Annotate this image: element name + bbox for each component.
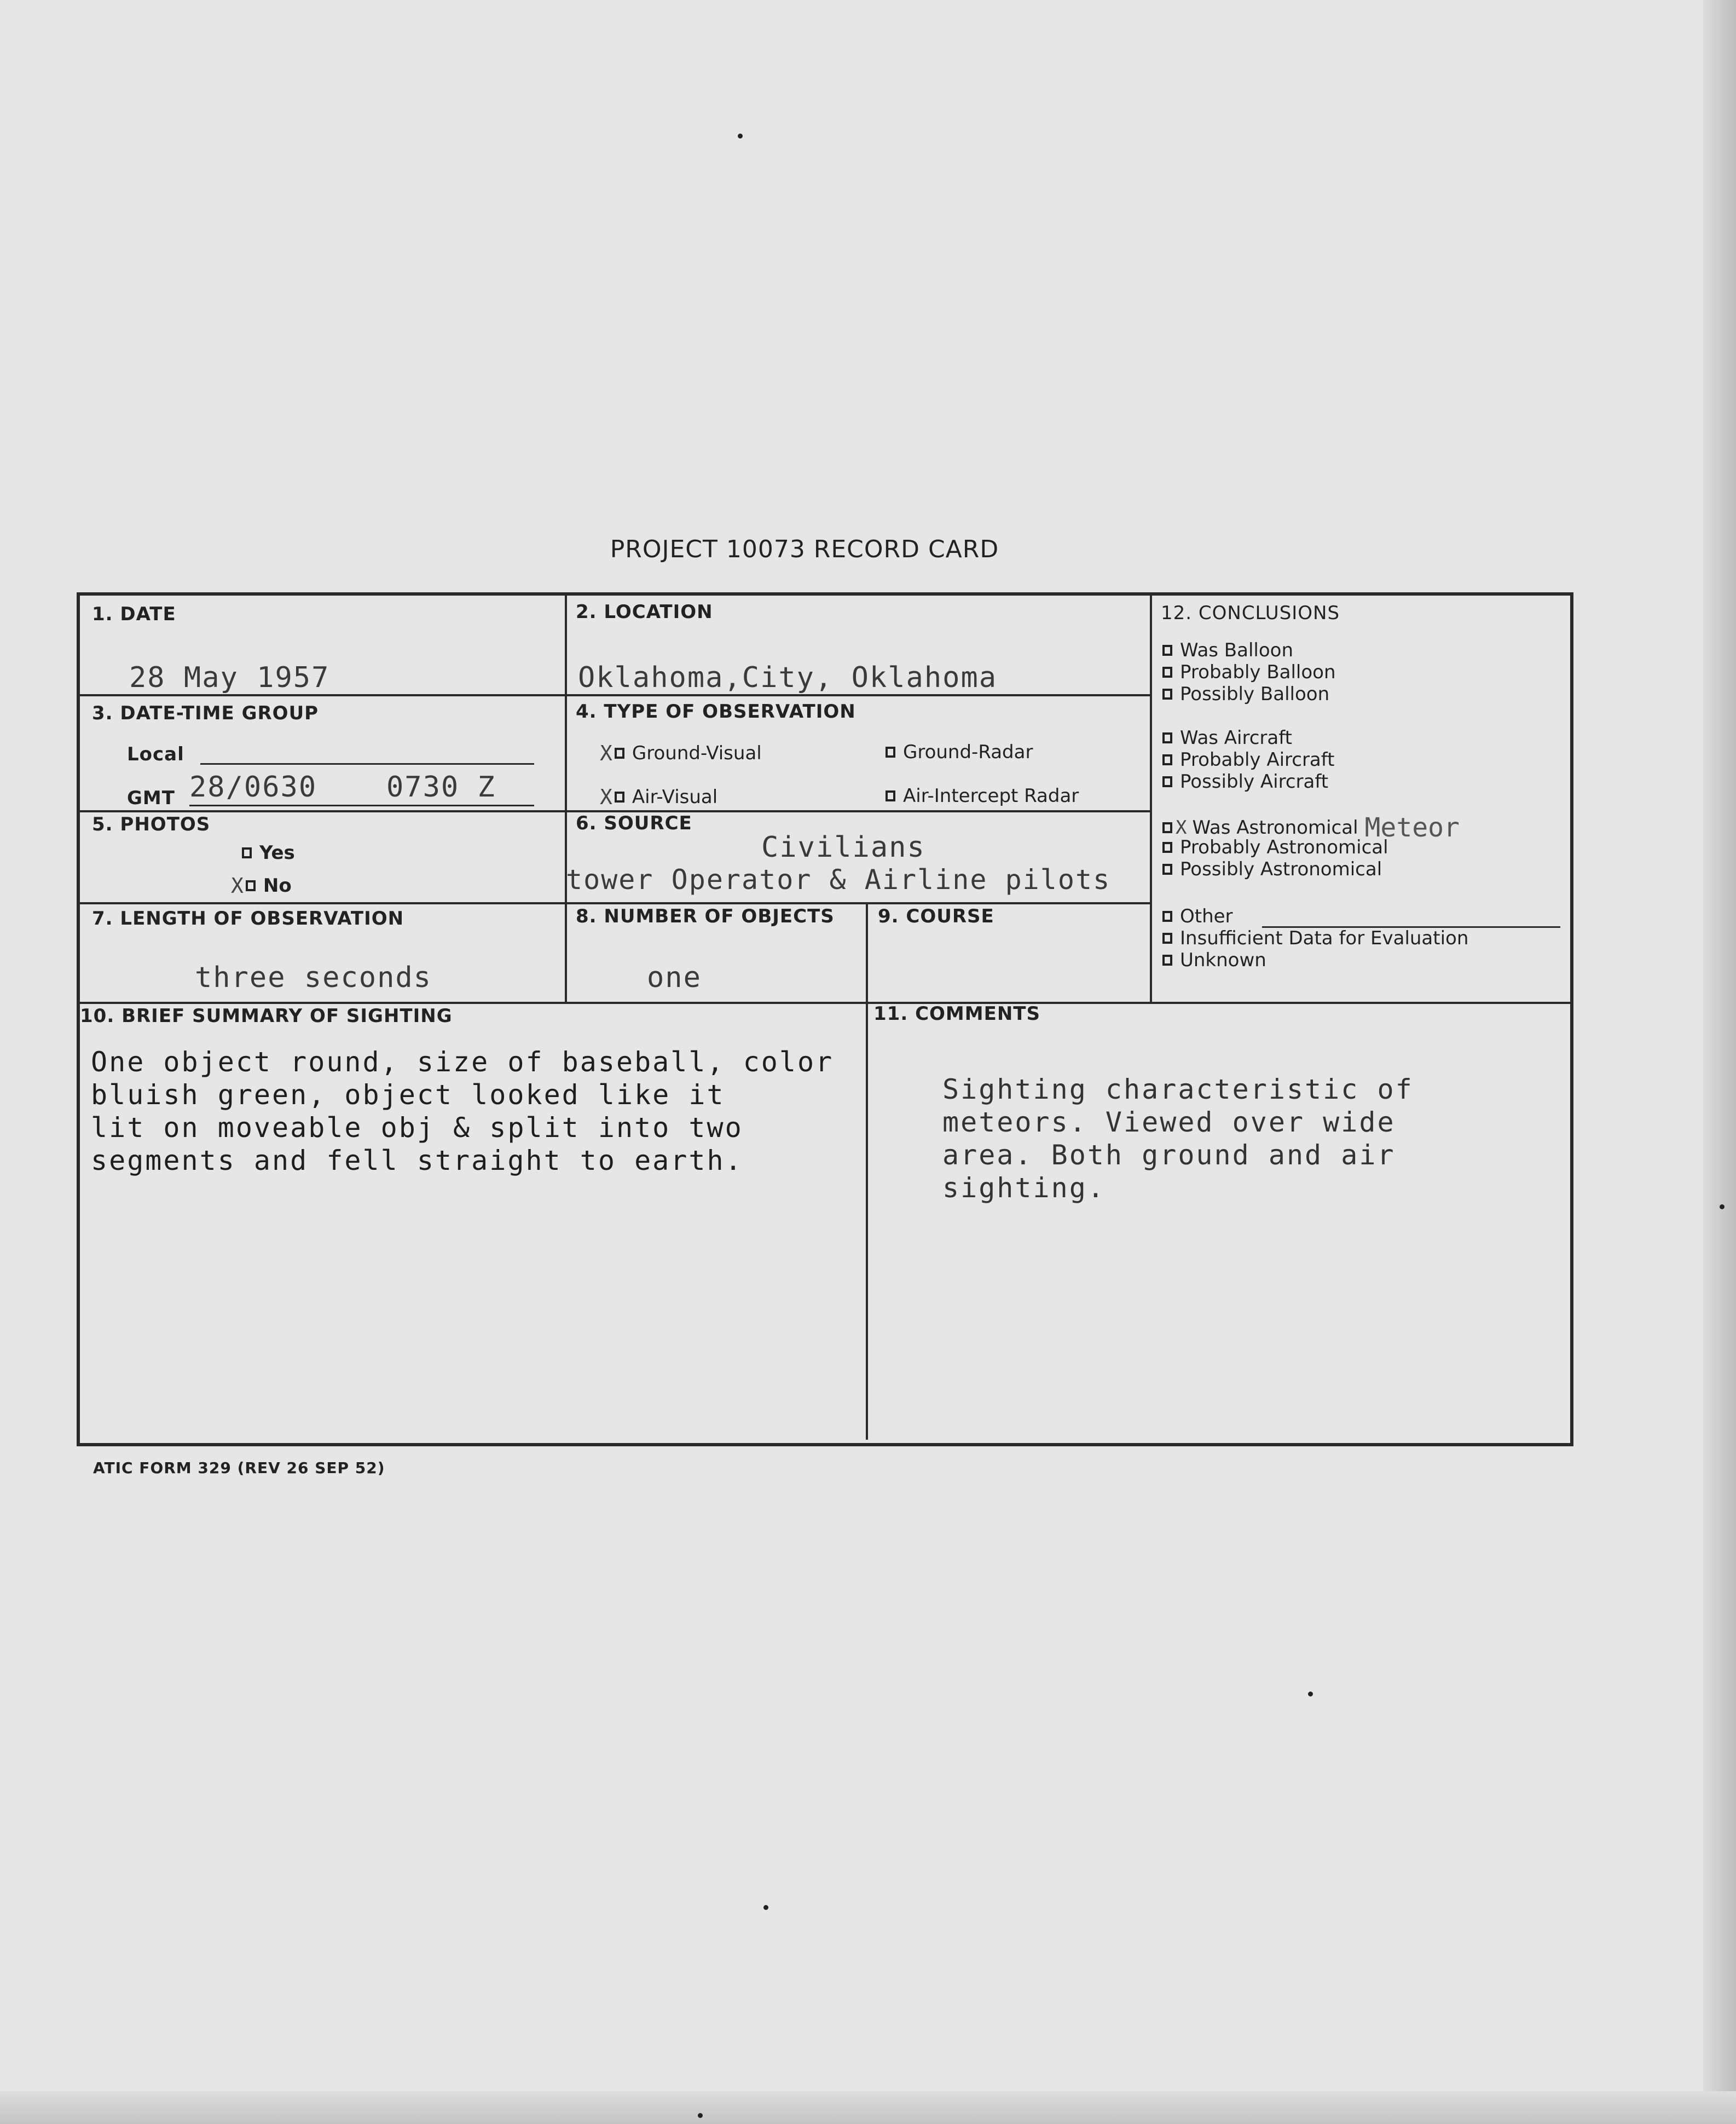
was-aircraft-text: Was Aircraft [1180, 727, 1292, 749]
date-label: 1. DATE [92, 603, 176, 625]
comments-line: meteors. Viewed over wide [942, 1106, 1396, 1138]
location-label: 2. LOCATION [576, 601, 713, 623]
comments-line: area. Both ground and air [942, 1139, 1396, 1171]
probably-balloon-text: Probably Balloon [1180, 661, 1336, 683]
checkbox-icon [886, 747, 895, 758]
gmt-value: 28/0630 [189, 771, 317, 804]
astronomical-note: Meteor [1364, 812, 1460, 843]
dust-speck [1308, 1692, 1313, 1696]
course-label: 9. COURSE [878, 905, 994, 927]
checkbox-icon [615, 748, 624, 759]
summary-text [91, 1046, 834, 1177]
photos-label: 5. PHOTOS [92, 813, 211, 835]
local-time-line [200, 763, 534, 765]
source-line-1: Civilians [761, 831, 925, 864]
summary-line: bluish green, object looked like it [91, 1079, 725, 1111]
checkbox-icon [1162, 776, 1172, 787]
page-edge-shadow [1703, 0, 1736, 2124]
number-of-objects-value: one [647, 961, 702, 994]
observation-type-label: 4. TYPE OF OBSERVATION [576, 701, 856, 723]
checkbox-icon [1162, 689, 1172, 700]
unknown-text: Unknown [1180, 949, 1266, 971]
summary-line: segments and fell straight to earth. [91, 1145, 743, 1176]
dust-speck [698, 2113, 703, 2118]
was-astronomical-text: Was Astronomical [1192, 817, 1358, 839]
checkbox-icon [886, 790, 895, 801]
source-label: 6. SOURCE [576, 812, 692, 834]
other-option [1162, 905, 1233, 927]
possibly-balloon-option [1162, 683, 1329, 705]
checkbox-icon [242, 847, 252, 858]
dust-speck [738, 134, 743, 138]
checkbox-icon [1162, 754, 1172, 765]
conclusions-label: 12. CONCLUSIONS [1161, 602, 1340, 624]
gmt-line [189, 805, 534, 806]
comments-line: sighting. [942, 1172, 1106, 1204]
dust-speck [763, 1905, 768, 1910]
date-value: 28 May 1957 [129, 661, 330, 694]
checked-mark: X [600, 741, 612, 765]
page-bottom-shadow [0, 2091, 1736, 2124]
possibly-balloon-text: Possibly Balloon [1180, 683, 1330, 705]
checkbox-icon [1162, 667, 1172, 678]
checkbox-icon [246, 880, 256, 891]
possibly-astronomical-text: Possibly Astronomical [1180, 858, 1382, 880]
was-aircraft-option [1162, 727, 1292, 749]
summary-line: One object round, size of baseball, color [91, 1046, 834, 1078]
photos-no-option [231, 874, 292, 898]
ground-visual-text: Ground-Visual [632, 742, 762, 764]
probably-aircraft-text: Probably Aircraft [1180, 749, 1335, 771]
possibly-astronomical-option [1162, 858, 1382, 880]
possibly-aircraft-text: Possibly Aircraft [1180, 771, 1329, 793]
ground-radar-text: Ground-Radar [903, 741, 1033, 763]
air-visual-text: Air-Visual [632, 786, 718, 808]
possibly-aircraft-option [1162, 771, 1328, 793]
photos-yes-option [242, 842, 295, 864]
checkbox-icon [1162, 864, 1172, 875]
divider [866, 902, 868, 1440]
number-of-objects-label: 8. NUMBER OF OBJECTS [576, 905, 835, 927]
probably-astronomical-option [1162, 836, 1388, 858]
was-balloon-option [1162, 639, 1293, 661]
divider [1150, 596, 1152, 1002]
insufficient-data-text: Insufficient Data for Evaluation [1180, 927, 1469, 949]
ground-visual-option [600, 741, 762, 765]
gmt-label: GMT [127, 787, 175, 809]
checkbox-icon [1162, 645, 1172, 656]
photos-no-text: No [263, 875, 292, 897]
checkbox-icon [615, 792, 624, 803]
location-value: Oklahoma,City, Oklahoma [578, 661, 998, 694]
checkbox-icon [1162, 933, 1172, 944]
card-title: PROJECT 10073 RECORD CARD [610, 535, 999, 563]
checkbox-icon [1162, 732, 1172, 743]
checkbox-icon [1162, 822, 1172, 833]
gmt-value-alt: 0730 Z [386, 771, 496, 804]
summary-line: lit on moveable obj & split into two [91, 1112, 743, 1144]
other-text: Other [1180, 905, 1233, 927]
divider [80, 694, 1150, 696]
form-number: ATIC FORM 329 (REV 26 SEP 52) [93, 1459, 385, 1477]
unknown-option [1162, 949, 1266, 971]
comments-text [942, 1073, 1414, 1204]
probably-balloon-option [1162, 661, 1336, 683]
checkbox-icon [1162, 911, 1172, 922]
checked-mark: X [1176, 817, 1187, 839]
dust-speck [1720, 1204, 1725, 1209]
local-time-label: Local [127, 743, 184, 765]
divider [565, 596, 567, 1002]
photos-yes-text: Yes [259, 842, 295, 864]
comments-line: Sighting characteristic of [942, 1073, 1414, 1105]
comments-label: 11. COMMENTS [873, 1003, 1040, 1025]
insufficient-data-option [1162, 927, 1468, 949]
air-intercept-radar-option [886, 785, 1079, 807]
air-visual-option [600, 785, 717, 809]
record-card [77, 592, 1573, 1446]
date-time-group-label: 3. DATE-TIME GROUP [92, 702, 319, 724]
air-intercept-radar-text: Air-Intercept Radar [903, 785, 1079, 807]
source-line-2: tower Operator & Airline pilots [566, 864, 1111, 896]
was-balloon-text: Was Balloon [1180, 639, 1294, 661]
checkbox-icon [1162, 842, 1172, 853]
divider [80, 1002, 1570, 1004]
length-label: 7. LENGTH OF OBSERVATION [92, 908, 404, 930]
divider [80, 902, 1150, 904]
checkbox-icon [1162, 955, 1172, 966]
summary-label: 10. BRIEF SUMMARY OF SIGHTING [80, 1005, 453, 1027]
probably-aircraft-option [1162, 749, 1334, 771]
checked-mark: X [231, 874, 244, 898]
length-value: three seconds [195, 961, 432, 994]
probably-astronomical-text: Probably Astronomical [1180, 836, 1388, 858]
ground-radar-option [886, 741, 1033, 763]
checked-mark: X [600, 785, 612, 809]
